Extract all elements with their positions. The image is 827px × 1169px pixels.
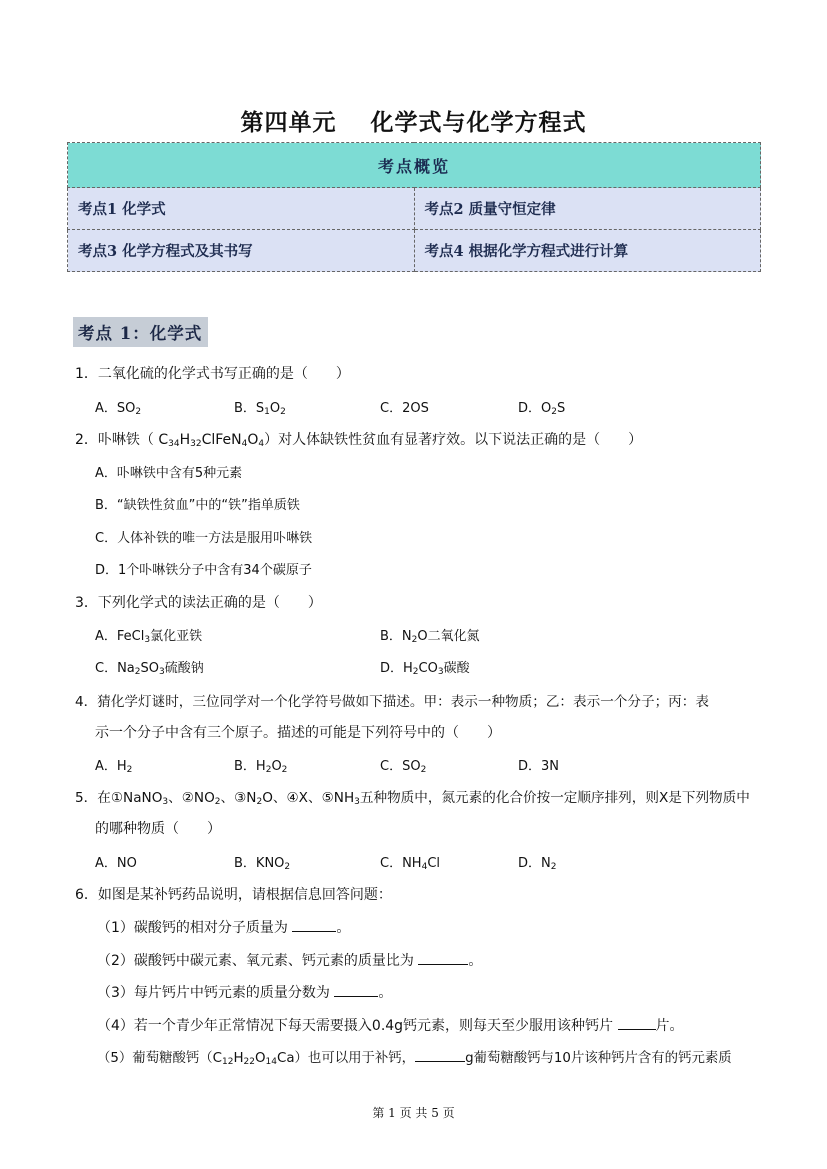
q1-option-c: C．2OS [380,401,429,416]
question-6: 6．如图是某补钙药品说明，请根据信息回答问题： [75,887,392,903]
q5-option-d: D．$N_2$ [518,856,557,872]
q1-option-d: D．$O_2S$ [518,401,566,417]
q2-option-d: D．1个卟啉铁分子中含有34个碳原子 [95,563,312,578]
q6-sub-1: （1）碳酸钙的相对分子质量为 。 [97,920,351,936]
question-4-line-1: 4．猜化学灯谜时，三位同学对一个化学符号做如下描述。甲：表示一种物质；乙：表示一个分子；丙：表 [75,694,709,710]
q3-option-b: B．$N_2O$二氧化氮 [380,629,480,645]
question-3: 3．下列化学式的读法正确的是（ ） [75,595,322,611]
question-5-line-1: 5．在①NaNO$_3$、$②NO_2$、$③N_2O$、④X、$⑤NH_3$五种物质中，氮元素的化合价按一定顺序排列，则X是下列物质中 [75,790,750,807]
section-heading: 考点 1：化学式 [73,317,208,347]
q5-option-b: B．$KNO_2$ [234,856,291,872]
page-footer: 第 1 页 共 5 页 [372,1106,455,1120]
q5-option-a: A．NO [95,856,137,871]
question-2: 2．卟啉铁（ $C_{34}H_{32}ClFeN_4O_4$）对人体缺铁性贫血有显著疗效。以下说法正确的是（ ） [75,432,643,449]
page-title [0,104,827,137]
answer-blank[interactable] [618,1017,656,1030]
answer-blank[interactable] [418,952,468,965]
question-4-line-2: 示一个分子中含有三个原子。描述的可能是下列符号中的（ ） [95,725,501,741]
unit-subject: 化学式与化学方程式 [370,109,587,136]
q4-option-a: A．$H_2$ [95,759,133,775]
q4-option-c: C．$SO_2$ [380,759,427,775]
q2-option-b: B．“缺铁性贫血”中的“铁”指单质铁 [95,498,300,513]
q3-option-a: A．FeCl$_3$氯化亚铁 [95,629,203,645]
overview-cell: 考点4 根据化学方程式进行计算 [414,230,761,272]
question-1: 1．二氧化硫的化学式书写正确的是（ ） [75,366,350,382]
q1-option-b: B．$S_1O_2$ [234,401,286,417]
q1-option-a: A．$SO_2$ [95,401,142,417]
overview-cell: 考点3 化学方程式及其书写 [68,230,415,272]
q6-sub-2: （2）碳酸钙中碳元素、氧元素、钙元素的质量比为 。 [97,953,483,969]
overview-table [67,142,761,272]
question-5-line-2: 的哪种物质（ ） [95,821,221,837]
q3-option-c: C．$Na_2SO_3$硫酸钠 [95,661,204,677]
answer-blank[interactable] [415,1049,465,1062]
q6-sub-4: （4）若一个青少年正常情况下每天需要摄入0.4g钙元素，则每天至少服用该种钙片 片。 [97,1018,684,1034]
q4-option-d: D．3N [518,759,560,774]
overview-cell: 考点1 化学式 [68,188,415,230]
q6-sub-3: （3）每片钙片中钙元素的质量分数为 。 [97,985,393,1001]
answer-blank[interactable] [292,919,336,932]
overview-heading: 考点概览 [68,143,761,188]
unit-label: 第四单元 [240,109,337,136]
q2-option-c: C．人体补铁的唯一方法是服用卟啉铁 [95,531,313,546]
q2-option-a: A．卟啉铁中含有5种元素 [95,466,243,481]
q6-sub-5: （5）葡萄糖酸钙$(C_{12}H_{22}O_{14}Ca)$也可以用于补钙， g葡萄糖酸钙与10片该种钙片含有的钙元素质 [97,1051,732,1067]
q4-option-b: B．$H_2O_2$ [234,759,288,775]
q3-option-d: D．$H_2CO_3$碳酸 [380,661,470,677]
overview-cell: 考点2 质量守恒定律 [414,188,761,230]
q5-option-c: C．$NH_4Cl$ [380,856,441,872]
answer-blank[interactable] [334,984,378,997]
